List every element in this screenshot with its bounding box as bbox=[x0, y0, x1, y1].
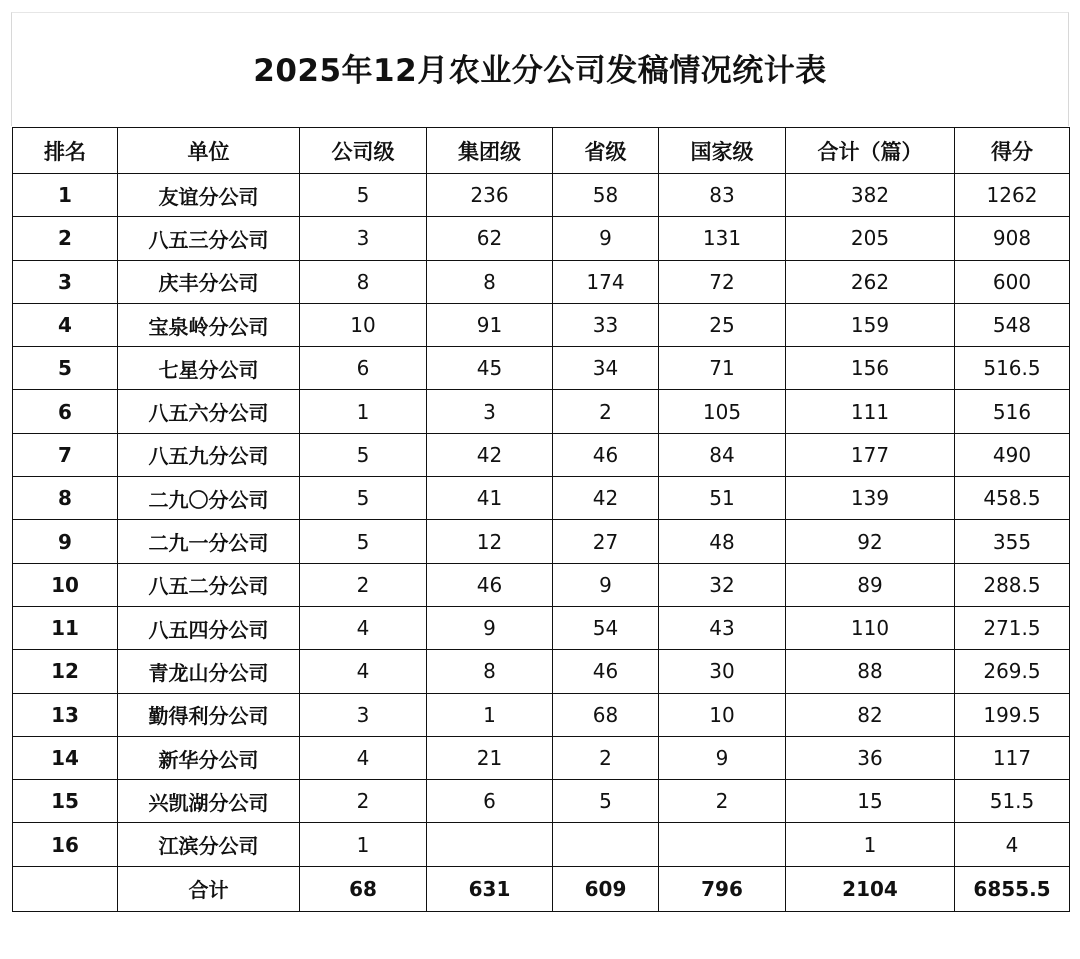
company-level-cell: 5 bbox=[300, 433, 427, 476]
unit-cell: 八五三分公司 bbox=[118, 217, 300, 260]
national-level-cell: 9 bbox=[659, 736, 786, 779]
table-row bbox=[13, 260, 1070, 303]
total-articles-cell: 139 bbox=[786, 477, 955, 520]
company-level-cell: 5 bbox=[300, 520, 427, 563]
group-level-cell: 91 bbox=[427, 303, 553, 346]
score-cell: 516 bbox=[955, 390, 1070, 433]
unit-cell: 新华分公司 bbox=[118, 736, 300, 779]
score-cell: 4 bbox=[955, 823, 1070, 866]
rank-cell: 16 bbox=[13, 823, 118, 866]
province-level-cell: 9 bbox=[553, 217, 659, 260]
company-level-cell: 4 bbox=[300, 736, 427, 779]
group-level-cell: 1 bbox=[427, 693, 553, 736]
rank-cell: 4 bbox=[13, 303, 118, 346]
unit-cell: 八五九分公司 bbox=[118, 433, 300, 476]
total-articles-cell: 88 bbox=[786, 650, 955, 693]
province-level-cell bbox=[553, 823, 659, 866]
table-row bbox=[13, 174, 1070, 217]
national-level-cell: 51 bbox=[659, 477, 786, 520]
national-level-cell: 32 bbox=[659, 563, 786, 606]
total-articles-cell: 159 bbox=[786, 303, 955, 346]
group-level-cell: 236 bbox=[427, 174, 553, 217]
national-level-cell: 43 bbox=[659, 606, 786, 649]
header-province-level: 省级 bbox=[553, 128, 659, 174]
header-row bbox=[13, 128, 1070, 174]
rank-cell: 6 bbox=[13, 390, 118, 433]
national-level-cell: 2 bbox=[659, 780, 786, 823]
group-level-cell: 21 bbox=[427, 736, 553, 779]
score-cell: 458.5 bbox=[955, 477, 1070, 520]
national-level-cell bbox=[659, 823, 786, 866]
province-level-cell: 42 bbox=[553, 477, 659, 520]
table-row bbox=[13, 823, 1070, 866]
table-row bbox=[13, 390, 1070, 433]
rank-cell: 1 bbox=[13, 174, 118, 217]
unit-cell: 庆丰分公司 bbox=[118, 260, 300, 303]
table-footer bbox=[13, 866, 1070, 911]
province-level-cell: 34 bbox=[553, 347, 659, 390]
group-level-cell: 62 bbox=[427, 217, 553, 260]
total-score: 6855.5 bbox=[955, 866, 1070, 911]
total-articles-cell: 177 bbox=[786, 433, 955, 476]
company-level-cell: 2 bbox=[300, 563, 427, 606]
table-row bbox=[13, 650, 1070, 693]
score-cell: 355 bbox=[955, 520, 1070, 563]
unit-cell: 江滨分公司 bbox=[118, 823, 300, 866]
rank-cell: 7 bbox=[13, 433, 118, 476]
score-cell: 117 bbox=[955, 736, 1070, 779]
province-level-cell: 27 bbox=[553, 520, 659, 563]
national-level-cell: 83 bbox=[659, 174, 786, 217]
total-row bbox=[13, 866, 1070, 911]
province-level-cell: 174 bbox=[553, 260, 659, 303]
province-level-cell: 9 bbox=[553, 563, 659, 606]
table-row bbox=[13, 693, 1070, 736]
group-level-cell: 3 bbox=[427, 390, 553, 433]
rank-cell: 9 bbox=[13, 520, 118, 563]
score-cell: 600 bbox=[955, 260, 1070, 303]
total-articles-cell: 36 bbox=[786, 736, 955, 779]
header-unit: 单位 bbox=[118, 128, 300, 174]
header-company-level: 公司级 bbox=[300, 128, 427, 174]
company-level-cell: 6 bbox=[300, 347, 427, 390]
unit-cell: 二九〇分公司 bbox=[118, 477, 300, 520]
total-province-level: 609 bbox=[553, 866, 659, 911]
total-articles-cell: 205 bbox=[786, 217, 955, 260]
rank-cell: 15 bbox=[13, 780, 118, 823]
national-level-cell: 71 bbox=[659, 347, 786, 390]
total-national-level: 796 bbox=[659, 866, 786, 911]
score-cell: 288.5 bbox=[955, 563, 1070, 606]
group-level-cell: 42 bbox=[427, 433, 553, 476]
total-articles-cell: 111 bbox=[786, 390, 955, 433]
national-level-cell: 25 bbox=[659, 303, 786, 346]
score-cell: 269.5 bbox=[955, 650, 1070, 693]
table-row bbox=[13, 477, 1070, 520]
unit-cell: 兴凯湖分公司 bbox=[118, 780, 300, 823]
group-level-cell: 9 bbox=[427, 606, 553, 649]
company-level-cell: 3 bbox=[300, 217, 427, 260]
rank-cell: 11 bbox=[13, 606, 118, 649]
unit-cell: 勤得利分公司 bbox=[118, 693, 300, 736]
score-cell: 908 bbox=[955, 217, 1070, 260]
score-cell: 516.5 bbox=[955, 347, 1070, 390]
national-level-cell: 48 bbox=[659, 520, 786, 563]
national-level-cell: 105 bbox=[659, 390, 786, 433]
company-level-cell: 3 bbox=[300, 693, 427, 736]
total-articles: 2104 bbox=[786, 866, 955, 911]
national-level-cell: 84 bbox=[659, 433, 786, 476]
group-level-cell: 45 bbox=[427, 347, 553, 390]
total-articles-cell: 262 bbox=[786, 260, 955, 303]
rank-cell: 5 bbox=[13, 347, 118, 390]
company-level-cell: 4 bbox=[300, 606, 427, 649]
national-level-cell: 10 bbox=[659, 693, 786, 736]
score-cell: 490 bbox=[955, 433, 1070, 476]
rank-cell: 14 bbox=[13, 736, 118, 779]
table-row bbox=[13, 433, 1070, 476]
national-level-cell: 30 bbox=[659, 650, 786, 693]
group-level-cell: 8 bbox=[427, 650, 553, 693]
group-level-cell: 8 bbox=[427, 260, 553, 303]
table-row bbox=[13, 520, 1070, 563]
unit-cell: 友谊分公司 bbox=[118, 174, 300, 217]
score-cell: 1262 bbox=[955, 174, 1070, 217]
table-header bbox=[13, 128, 1070, 174]
total-articles-cell: 1 bbox=[786, 823, 955, 866]
rank-cell: 12 bbox=[13, 650, 118, 693]
rank-cell: 13 bbox=[13, 693, 118, 736]
rank-cell: 3 bbox=[13, 260, 118, 303]
province-level-cell: 5 bbox=[553, 780, 659, 823]
province-level-cell: 2 bbox=[553, 736, 659, 779]
header-rank: 排名 bbox=[13, 128, 118, 174]
unit-cell: 二九一分公司 bbox=[118, 520, 300, 563]
company-level-cell: 4 bbox=[300, 650, 427, 693]
company-level-cell: 8 bbox=[300, 260, 427, 303]
rank-cell: 8 bbox=[13, 477, 118, 520]
total-articles-cell: 15 bbox=[786, 780, 955, 823]
unit-cell: 七星分公司 bbox=[118, 347, 300, 390]
score-cell: 271.5 bbox=[955, 606, 1070, 649]
company-level-cell: 5 bbox=[300, 174, 427, 217]
province-level-cell: 33 bbox=[553, 303, 659, 346]
total-label: 合计 bbox=[118, 866, 300, 911]
score-cell: 548 bbox=[955, 303, 1070, 346]
total-articles-cell: 82 bbox=[786, 693, 955, 736]
statistics-table bbox=[12, 127, 1070, 912]
national-level-cell: 131 bbox=[659, 217, 786, 260]
header-total-articles: 合计（篇） bbox=[786, 128, 955, 174]
total-articles-cell: 89 bbox=[786, 563, 955, 606]
national-level-cell: 72 bbox=[659, 260, 786, 303]
province-level-cell: 54 bbox=[553, 606, 659, 649]
group-level-cell: 46 bbox=[427, 563, 553, 606]
total-company-level: 68 bbox=[300, 866, 427, 911]
table-title: 2025年12月农业分公司发稿情况统计表 bbox=[253, 53, 827, 89]
unit-cell: 宝泉岭分公司 bbox=[118, 303, 300, 346]
unit-cell: 八五二分公司 bbox=[118, 563, 300, 606]
table-row bbox=[13, 217, 1070, 260]
score-cell: 51.5 bbox=[955, 780, 1070, 823]
table-body bbox=[13, 174, 1070, 867]
table-row bbox=[13, 736, 1070, 779]
company-level-cell: 2 bbox=[300, 780, 427, 823]
company-level-cell: 1 bbox=[300, 823, 427, 866]
rank-cell: 2 bbox=[13, 217, 118, 260]
total-rank-cell bbox=[13, 866, 118, 911]
header-group-level: 集团级 bbox=[427, 128, 553, 174]
province-level-cell: 2 bbox=[553, 390, 659, 433]
total-articles-cell: 382 bbox=[786, 174, 955, 217]
province-level-cell: 68 bbox=[553, 693, 659, 736]
table-row bbox=[13, 780, 1070, 823]
table-row bbox=[13, 606, 1070, 649]
unit-cell: 八五六分公司 bbox=[118, 390, 300, 433]
group-level-cell bbox=[427, 823, 553, 866]
province-level-cell: 46 bbox=[553, 433, 659, 476]
header-score: 得分 bbox=[955, 128, 1070, 174]
total-articles-cell: 92 bbox=[786, 520, 955, 563]
total-articles-cell: 156 bbox=[786, 347, 955, 390]
company-level-cell: 1 bbox=[300, 390, 427, 433]
group-level-cell: 12 bbox=[427, 520, 553, 563]
header-national-level: 国家级 bbox=[659, 128, 786, 174]
province-level-cell: 46 bbox=[553, 650, 659, 693]
company-level-cell: 5 bbox=[300, 477, 427, 520]
rank-cell: 10 bbox=[13, 563, 118, 606]
group-level-cell: 6 bbox=[427, 780, 553, 823]
group-level-cell: 41 bbox=[427, 477, 553, 520]
company-level-cell: 10 bbox=[300, 303, 427, 346]
unit-cell: 青龙山分公司 bbox=[118, 650, 300, 693]
table-row bbox=[13, 347, 1070, 390]
total-group-level: 631 bbox=[427, 866, 553, 911]
total-articles-cell: 110 bbox=[786, 606, 955, 649]
table-row bbox=[13, 563, 1070, 606]
score-cell: 199.5 bbox=[955, 693, 1070, 736]
table-row bbox=[13, 303, 1070, 346]
unit-cell: 八五四分公司 bbox=[118, 606, 300, 649]
province-level-cell: 58 bbox=[553, 174, 659, 217]
